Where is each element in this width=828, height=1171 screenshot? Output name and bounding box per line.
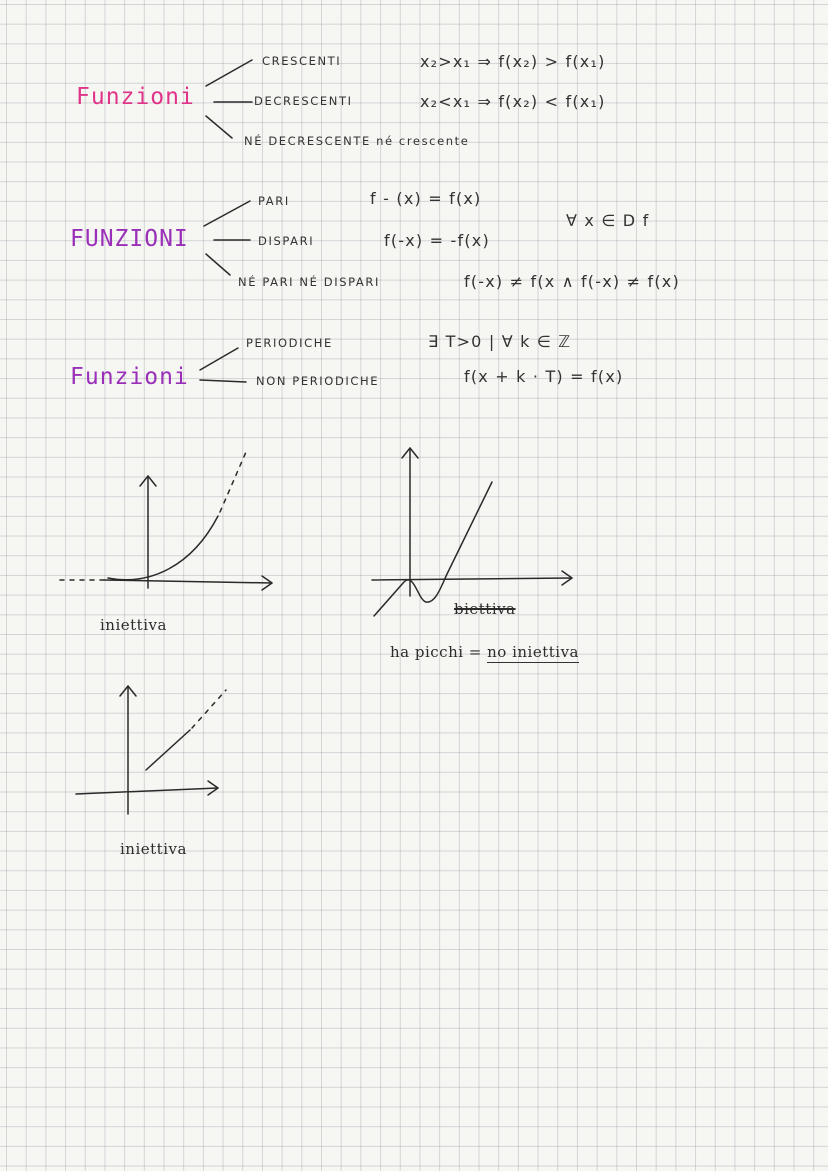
- graph3-line: [146, 730, 190, 770]
- section1-bracket: [206, 60, 252, 138]
- formula-crescenti: x₂>x₁ ⇒ f(x₂) > f(x₁): [420, 52, 606, 71]
- graph3-plot: [76, 686, 226, 814]
- heading-funzioni-parita: FUNZIONI: [70, 226, 189, 252]
- formula-pari: f - (x) = f(x): [370, 189, 482, 208]
- branch-ne-pari-ne-dispari: NÉ PARI NÉ DISPARI: [238, 275, 380, 289]
- heading-funzioni-periodicita: Funzioni: [70, 364, 189, 390]
- branch-ne-crescente-ne-decrescente: NÉ DECRESCENTE né crescente: [244, 134, 470, 148]
- graph3-x-axis: [76, 788, 218, 794]
- branch-crescenti: CRESCENTI: [262, 54, 342, 68]
- graph1-plot: [60, 452, 272, 590]
- graph2-note-underlined: no iniettiva: [487, 643, 580, 661]
- graph3-label: iniettiva: [120, 840, 187, 858]
- graph1-curve: [108, 516, 218, 580]
- graph2-x-axis: [372, 578, 572, 580]
- formula-ne-pari-ne-dispari: f(-x) ≠ f(x ∧ f(-x) ≠ f(x): [464, 272, 680, 291]
- graph2-note-prefix: ha picchi =: [390, 643, 488, 661]
- graph2-curve: [374, 482, 492, 616]
- graph2-plot: [372, 448, 572, 616]
- formula-periodo-condizione: ∃ T>0 | ∀ k ∈ ℤ: [428, 332, 572, 351]
- graph2-struck-label: biettiva: [454, 600, 516, 618]
- formula-periodo: f(x + k · T) = f(x): [464, 367, 624, 386]
- branch-non-periodiche: NON PERIODICHE: [256, 374, 380, 388]
- graph1-dash-right: [220, 452, 246, 512]
- branch-pari: PARI: [258, 194, 290, 208]
- heading-funzioni-monotonia: Funzioni: [76, 84, 195, 110]
- branch-periodiche: PERIODICHE: [246, 336, 333, 350]
- graph3-dash: [192, 690, 226, 728]
- formula-dispari: f(-x) = -f(x): [384, 231, 490, 250]
- branch-decrescenti: DECRESCENTI: [254, 94, 353, 108]
- formula-decrescenti: x₂<x₁ ⇒ f(x₂) < f(x₁): [420, 92, 606, 111]
- graph1-label: iniettiva: [100, 616, 167, 634]
- section3-bracket: [200, 348, 246, 382]
- branch-dispari: DISPARI: [258, 234, 315, 248]
- section2-bracket: [204, 201, 250, 275]
- domain-note: ∀ x ∈ D f: [566, 211, 650, 230]
